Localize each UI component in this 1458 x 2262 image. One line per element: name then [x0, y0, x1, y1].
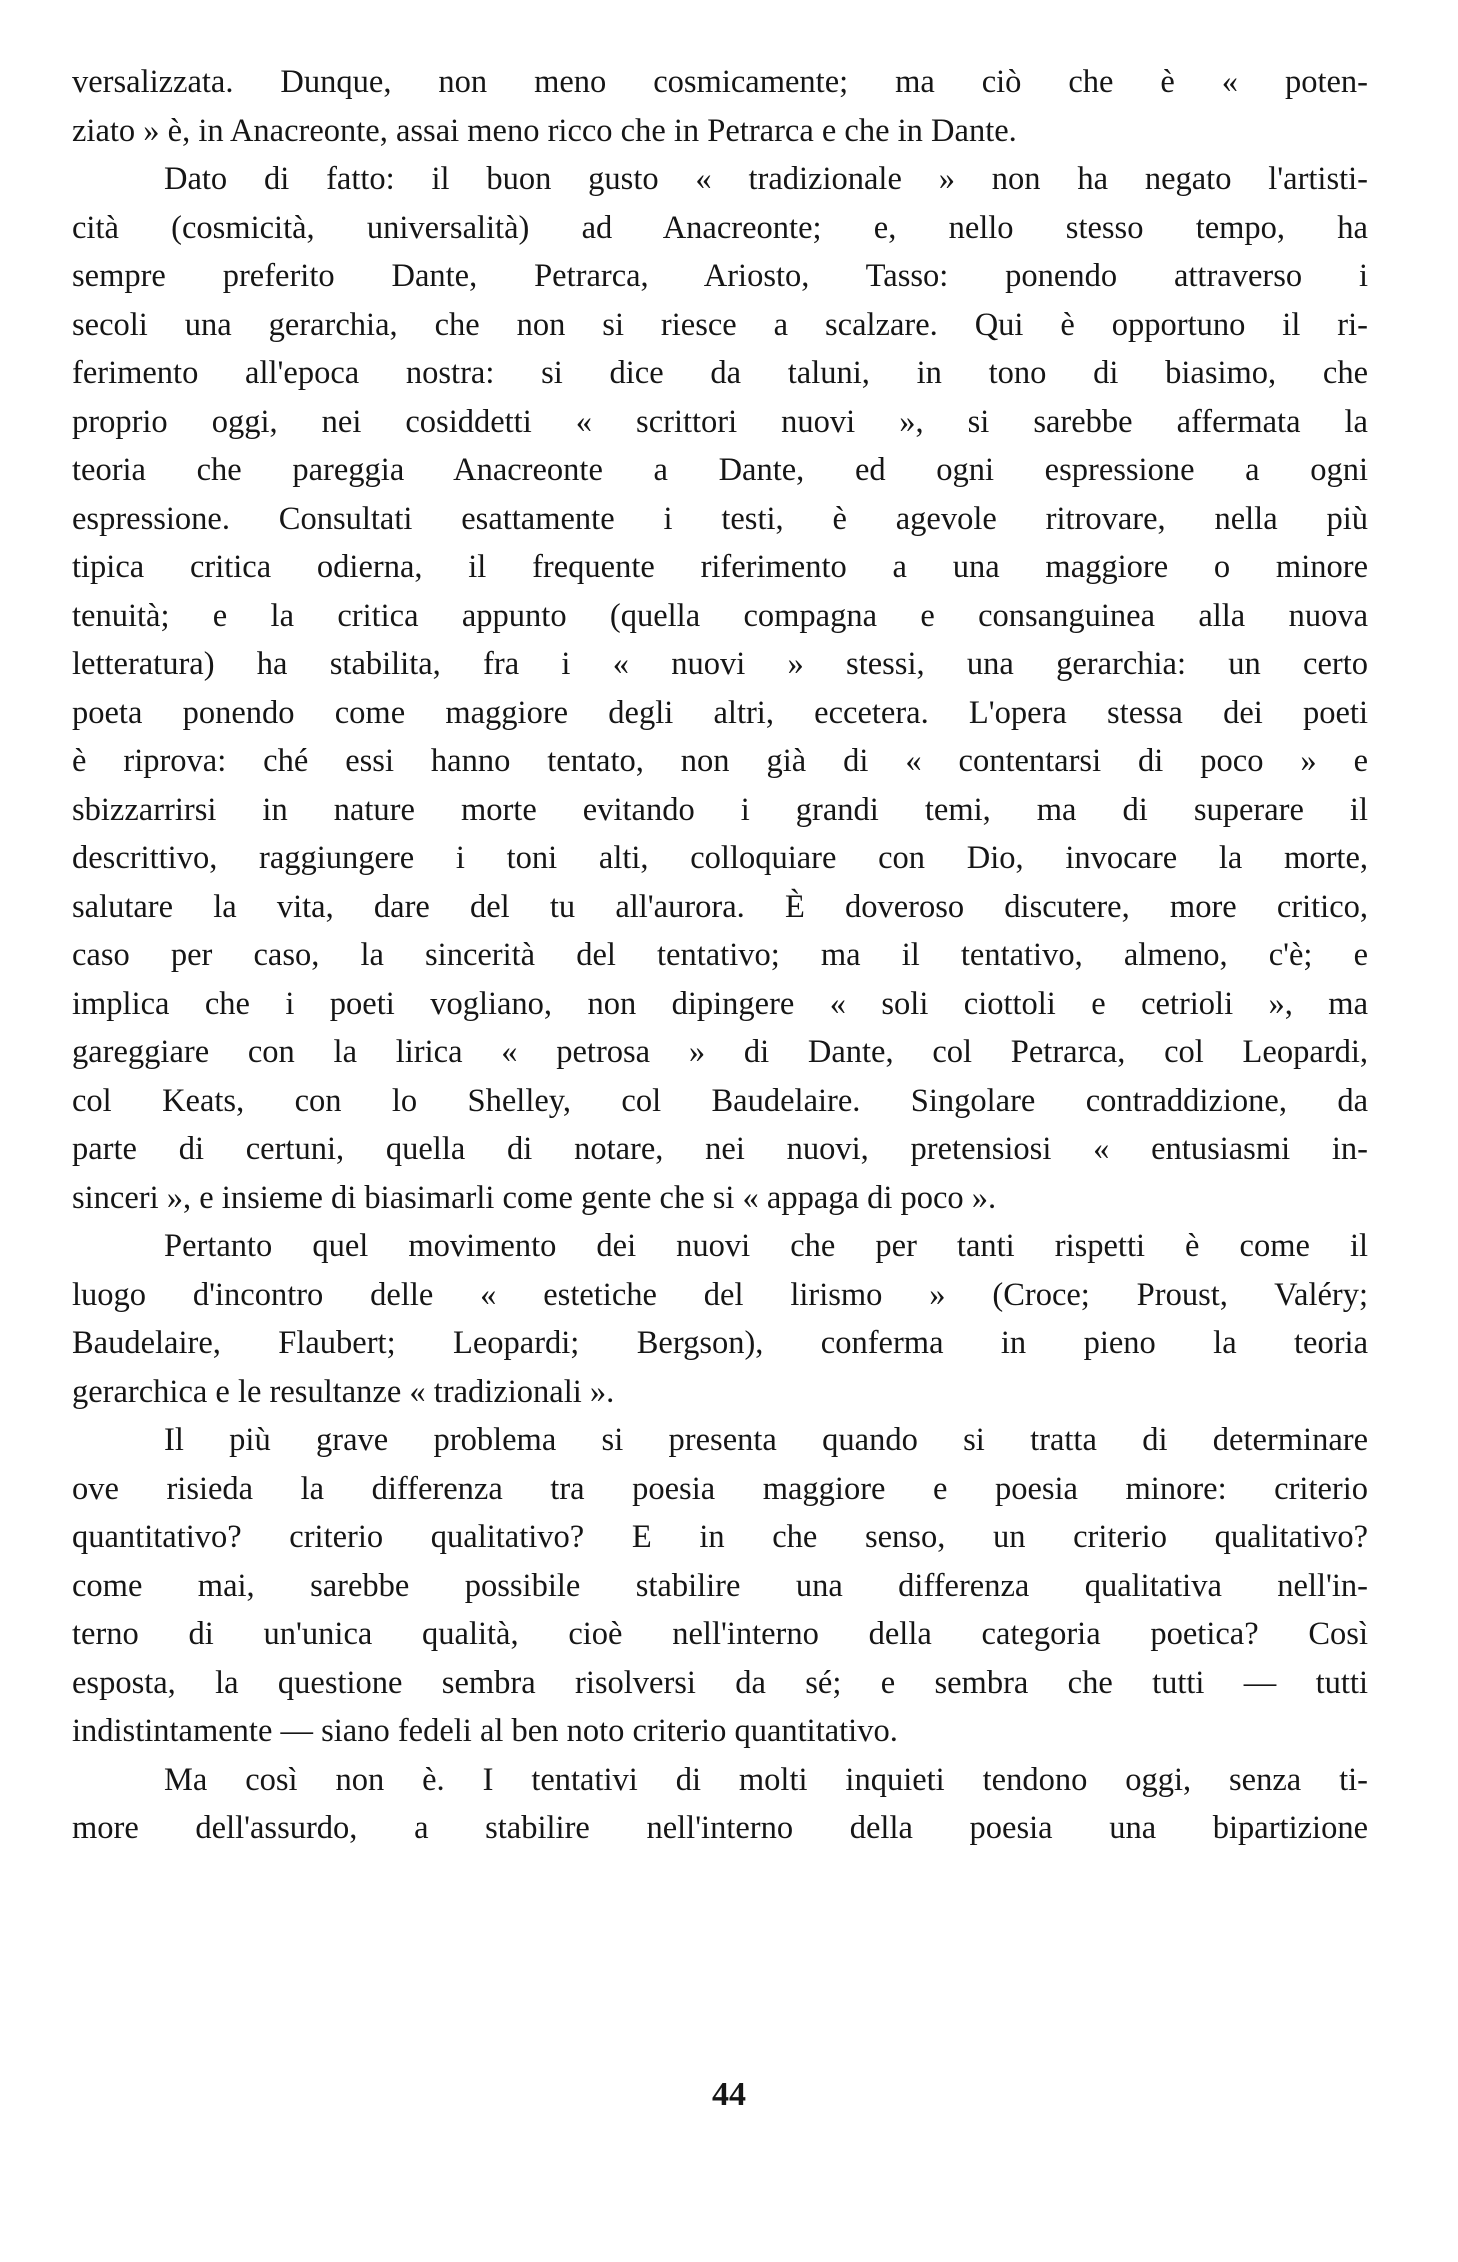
text-line: Baudelaire, Flaubert; Leopardi; Bergson), conferma in pieno la teoria — [72, 1325, 1368, 1361]
text-line: tipica critica odierna, il frequente riferimento a una maggiore o minore — [72, 549, 1368, 585]
text-line: è riprova: ché essi hanno tentato, non già di « contentarsi di poco » e — [72, 743, 1368, 779]
text-line: Il più grave problema si presenta quando si tratta di determinare — [164, 1422, 1368, 1458]
text-line: gareggiare con la lirica « petrosa » di Dante, col Petrarca, col Leopardi, — [72, 1034, 1368, 1070]
text-line: caso per caso, la sincerità del tentativo; ma il tentativo, almeno, c'è; e — [72, 937, 1368, 973]
text-line: gerarchica e le resultanze « tradizionali ». — [72, 1373, 615, 1410]
text-line: ferimento all'epoca nostra: si dice da taluni, in tono di biasimo, che — [72, 355, 1368, 391]
page-body — [72, 58, 1368, 1853]
text-line: tenuità; e la critica appunto (quella compagna e consanguinea alla nuova — [72, 597, 1368, 634]
text-line: espressione. Consultati esattamente i testi, è agevole ritrovare, nella più — [72, 500, 1368, 537]
text-line: ove risieda la differenza tra poesia maggiore e poesia minore: criterio — [72, 1470, 1368, 1507]
text-line: salutare la vita, dare del tu all'aurora. È doveroso discutere, more critico, — [72, 888, 1368, 925]
text-line: implica che i poeti vogliano, non dipingere « soli ciottoli e cetrioli », ma — [72, 985, 1368, 1022]
text-line: versalizzata. Dunque, non meno cosmicamente; ma ciò che è « poten- — [72, 64, 1368, 100]
paragraph-3 — [72, 1222, 1368, 1416]
text-line: letteratura) ha stabilita, fra i « nuovi » stessi, una gerarchia: un certo — [72, 646, 1368, 682]
text-line: sempre preferito Dante, Petrarca, Ariosto, Tasso: ponendo attraverso i — [72, 258, 1368, 294]
text-line: teoria che pareggia Anacreonte a Dante, ed ogni espressione a ogni — [72, 452, 1368, 488]
text-line: proprio oggi, nei cosiddetti « scrittori nuovi », si sarebbe affermata la — [72, 403, 1368, 440]
text-line: more dell'assurdo, a stabilire nell'interno della poesia una bipartizione — [72, 1810, 1368, 1846]
paragraph-5 — [72, 1756, 1368, 1853]
text-line: cità (cosmicità, universalità) ad Anacreonte; e, nello stesso tempo, ha — [72, 209, 1368, 246]
page-number: 44 — [712, 2076, 746, 2113]
text-line: descrittivo, raggiungere i toni alti, colloquiare con Dio, invocare la morte, — [72, 840, 1368, 876]
text-line: parte di certuni, quella di notare, nei nuovi, pretensiosi « entusiasmi in- — [72, 1131, 1368, 1167]
text-line: poeta ponendo come maggiore degli altri, eccetera. L'opera stessa dei poeti — [72, 694, 1368, 731]
text-line: terno di un'unica qualità, cioè nell'interno della categoria poetica? Così — [72, 1616, 1368, 1652]
text-line: Dato di fatto: il buon gusto « tradizionale » non ha negato l'artisti- — [164, 161, 1368, 197]
paragraph-1 — [72, 58, 1368, 155]
text-line: indistintamente — siano fedeli al ben noto criterio quantitativo. — [72, 1713, 898, 1749]
text-line: esposta, la questione sembra risolversi da sé; e sembra che tutti — tutti — [72, 1664, 1368, 1701]
text-line: sinceri », e insieme di biasimarli come gente che si « appaga di poco ». — [72, 1179, 997, 1216]
text-line: quantitativo? criterio qualitativo? E in che senso, un criterio qualitativo? — [72, 1519, 1368, 1555]
text-line: ziato » è, in Anacreonte, assai meno ricco che in Petrarca e che in Dante. — [72, 112, 1017, 149]
text-line: come mai, sarebbe possibile stabilire una differenza qualitativa nell'in- — [72, 1567, 1368, 1604]
paragraph-2 — [72, 155, 1368, 1222]
paragraph-4 — [72, 1416, 1368, 1756]
text-line: luogo d'incontro delle « estetiche del lirismo » (Croce; Proust, Valéry; — [72, 1276, 1368, 1313]
text-line: secoli una gerarchia, che non si riesce a scalzare. Qui è opportuno il ri- — [72, 306, 1368, 343]
text-line: Pertanto quel movimento dei nuovi che per tanti rispetti è come il — [164, 1228, 1368, 1264]
text-line: col Keats, con lo Shelley, col Baudelaire. Singolare contraddizione, da — [72, 1082, 1368, 1119]
text-line: Ma così non è. I tentativi di molti inquieti tendono oggi, senza ti- — [164, 1761, 1368, 1798]
text-line: sbizzarrirsi in nature morte evitando i grandi temi, ma di superare il — [72, 791, 1368, 828]
